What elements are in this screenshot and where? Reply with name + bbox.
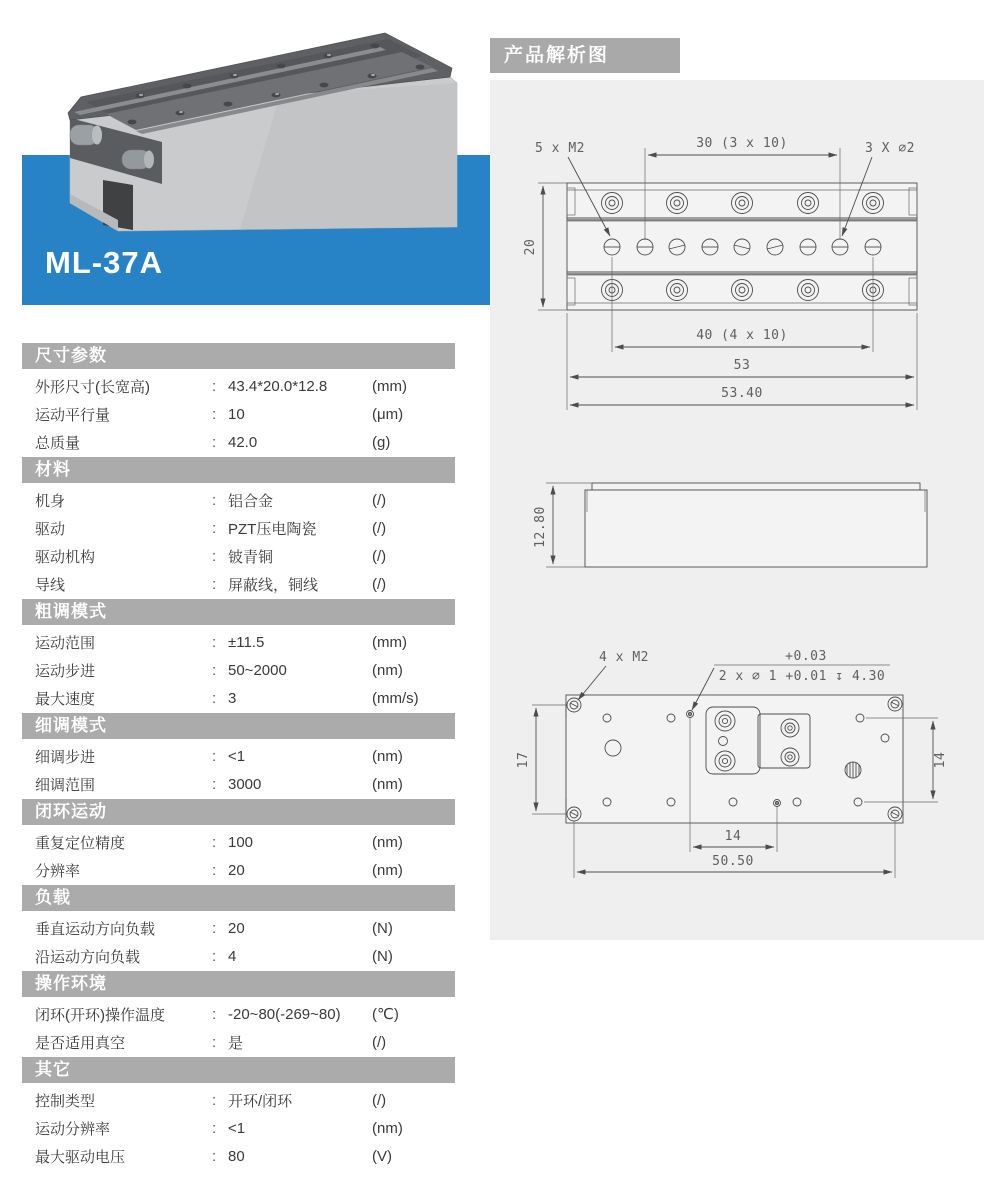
spec-value: 80: [228, 1147, 245, 1165]
spec-label: 运动分辨率: [35, 1120, 111, 1138]
spec-value: 铝合金: [228, 492, 274, 510]
spec-label: 运动范围: [35, 634, 96, 652]
spec-unit: (V): [372, 1147, 392, 1165]
dim-pin-pitch-14: 14: [724, 829, 742, 844]
spec-unit: (g): [372, 433, 391, 451]
label-2x-dia1-pin: 2 x ∅ 1 +0.01 ↧ 4.30: [718, 669, 886, 684]
spec-value: PZT压电陶瓷: [228, 520, 317, 538]
spec-row: [22, 1142, 455, 1170]
spec-unit: (N): [372, 919, 393, 937]
spec-label: 细调步进: [35, 748, 96, 766]
spec-row: [22, 628, 455, 656]
spec-unit: (℃): [372, 1006, 399, 1023]
spec-colon: :: [212, 433, 217, 451]
spec-colon: :: [212, 575, 217, 593]
dim-height-17: 17: [516, 751, 531, 769]
spec-unit: (/): [372, 575, 387, 593]
spec-unit: (/): [372, 1091, 387, 1109]
spec-colon: :: [212, 1147, 217, 1165]
spec-colon: :: [212, 1091, 217, 1109]
spec-section-materials: [22, 457, 455, 598]
spec-value: -20~80(-269~80): [228, 1005, 341, 1023]
spec-label: 运动步进: [35, 662, 96, 680]
spec-row: [22, 828, 455, 856]
spec-colon: :: [212, 833, 217, 851]
spec-label: 控制类型: [35, 1092, 96, 1110]
analysis-panel-title: 产品解析图: [490, 38, 680, 73]
label-pin-tolerance-upper: +0.03: [785, 649, 827, 664]
spec-value: 铍青铜: [228, 548, 274, 566]
spec-value: ±11.5: [228, 633, 265, 651]
spec-colon: :: [212, 519, 217, 537]
spec-colon: :: [212, 689, 217, 707]
top-view-drawing: [523, 136, 917, 410]
analysis-drawing-panel: [490, 80, 984, 940]
spec-colon: :: [212, 1033, 217, 1051]
dim-body-length: 53: [733, 358, 751, 373]
label-5xM2: 5 x M2: [535, 141, 585, 156]
spec-label: 导线: [35, 576, 66, 594]
spec-unit: (nm): [372, 833, 403, 851]
spec-unit: (N): [372, 947, 393, 965]
dim-slot-pitch: 30 (3 x 10): [696, 136, 788, 151]
spec-row: [22, 1000, 455, 1028]
spec-label: 最大速度: [35, 690, 96, 708]
spec-colon: :: [212, 747, 217, 765]
spec-value: 20: [228, 861, 245, 879]
label-4xM2: 4 x M2: [599, 650, 649, 665]
spec-row: [22, 742, 455, 770]
spec-section-closed-loop: [22, 799, 455, 884]
spec-label: 沿运动方向负载: [35, 948, 141, 966]
spec-unit: (mm): [372, 633, 407, 651]
spec-colon: :: [212, 491, 217, 509]
spec-value: 3000: [228, 775, 262, 793]
product-model: ML-37A: [45, 245, 163, 280]
spec-label: 驱动: [35, 520, 66, 538]
spec-section-dimensions: [22, 343, 455, 456]
spec-value: 4: [228, 947, 237, 965]
spec-value: 42.0: [228, 433, 258, 451]
spec-row: [22, 486, 455, 514]
spec-section-fine-mode: [22, 713, 455, 798]
spec-label: 闭环(开环)操作温度: [35, 1006, 165, 1024]
spec-unit: (nm): [372, 661, 403, 679]
dim-overall-length: 53.40: [721, 386, 763, 401]
spec-label: 运动平行量: [35, 406, 111, 424]
spec-label: 最大驱动电压: [35, 1148, 126, 1166]
spec-label: 是否适用真空: [35, 1034, 126, 1052]
spec-label: 机身: [35, 492, 66, 510]
spec-unit: (nm): [372, 747, 403, 765]
spec-colon: :: [212, 633, 217, 651]
spec-row: [22, 1028, 455, 1056]
technical-drawings: [490, 80, 984, 940]
dim-side-pitch-14: 14: [933, 751, 948, 769]
section-header: 材料: [22, 457, 455, 483]
spec-value: 20: [228, 919, 245, 937]
spec-unit: (/): [372, 1033, 387, 1051]
spec-unit: (μm): [372, 405, 404, 423]
section-header: 细调模式: [22, 713, 455, 739]
bottom-view-drawing: [516, 649, 948, 878]
spec-row: [22, 542, 455, 570]
spec-value: 是: [228, 1034, 244, 1052]
section-header: 粗调模式: [22, 599, 455, 625]
side-view-drawing: [533, 483, 927, 567]
spec-unit: (nm): [372, 861, 403, 879]
spec-colon: :: [212, 947, 217, 965]
spec-section-coarse-mode: [22, 599, 455, 712]
spec-unit: (mm/s): [372, 689, 419, 707]
spec-row: [22, 570, 455, 598]
spec-row: [22, 770, 455, 798]
spec-table: [22, 343, 455, 1171]
spec-section-other: [22, 1057, 455, 1170]
spec-row: [22, 1114, 455, 1142]
spec-label: 驱动机构: [35, 548, 96, 566]
dim-width-20: 20: [523, 238, 538, 256]
spec-section-environment: [22, 971, 455, 1056]
spec-row: [22, 684, 455, 712]
spec-value: 100: [228, 833, 254, 851]
dim-height-1280: 12.80: [533, 506, 548, 548]
spec-row: [22, 400, 455, 428]
spec-unit: (/): [372, 491, 387, 509]
spec-colon: :: [212, 1119, 217, 1137]
spec-row: [22, 1086, 455, 1114]
spec-colon: :: [212, 775, 217, 793]
spec-row: [22, 428, 455, 456]
section-header: 负载: [22, 885, 455, 911]
spec-label: 重复定位精度: [35, 834, 126, 852]
spec-value: <1: [228, 1119, 246, 1137]
spec-unit: (nm): [372, 1119, 403, 1137]
section-header: 操作环境: [22, 971, 455, 997]
spec-colon: :: [212, 547, 217, 565]
spec-colon: :: [212, 1005, 217, 1023]
spec-row: [22, 656, 455, 684]
section-header: 闭环运动: [22, 799, 455, 825]
dim-mount-pitch: 40 (4 x 10): [696, 328, 788, 343]
spec-label: 分辨率: [35, 862, 81, 880]
spec-unit: (/): [372, 547, 387, 565]
spec-unit: (mm): [372, 377, 407, 395]
spec-colon: :: [212, 661, 217, 679]
section-header: 其它: [22, 1057, 455, 1083]
spec-label: 垂直运动方向负载: [35, 920, 156, 938]
spec-colon: :: [212, 861, 217, 879]
spec-value: 43.4*20.0*12.8: [228, 377, 328, 395]
spec-label: 细调范围: [35, 776, 96, 794]
spec-value: 3: [228, 689, 237, 707]
label-3x-dia2: 3 X ∅2: [865, 141, 915, 156]
spec-value: 屏蔽线，铜线: [228, 576, 319, 594]
spec-value: <1: [228, 747, 246, 765]
spec-value: 开环/闭环: [228, 1092, 293, 1110]
spec-colon: :: [212, 377, 217, 395]
spec-row: [22, 514, 455, 542]
spec-value: 10: [228, 405, 245, 423]
spec-label: 总质量: [35, 434, 81, 452]
spec-section-load: [22, 885, 455, 970]
spec-colon: :: [212, 919, 217, 937]
product-photo: [40, 22, 490, 237]
spec-row: [22, 942, 455, 970]
spec-row: [22, 372, 455, 400]
spec-row: [22, 914, 455, 942]
section-header: 尺寸参数: [22, 343, 455, 369]
spec-colon: :: [212, 405, 217, 423]
spec-label: 外形尺寸(长宽高): [35, 378, 150, 396]
spec-unit: (nm): [372, 775, 403, 793]
dim-mount-length-5050: 50.50: [712, 854, 754, 869]
spec-value: 50~2000: [228, 661, 287, 679]
spec-unit: (/): [372, 519, 387, 537]
spec-row: [22, 856, 455, 884]
